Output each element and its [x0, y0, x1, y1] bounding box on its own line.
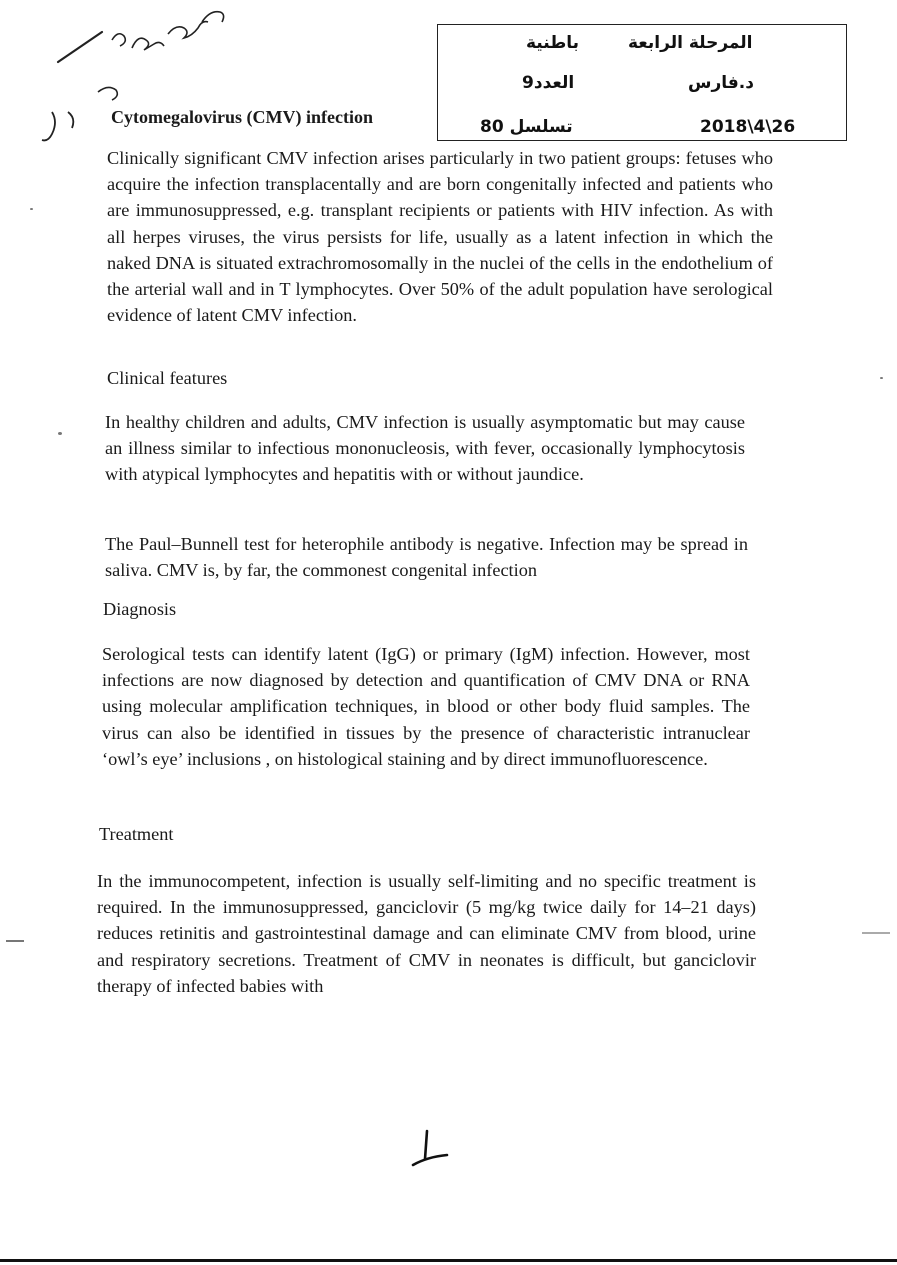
diagnosis-paragraph: Serological tests can identify latent (IgG) or primary (IgM) infection. However, most infections are now diagnosed by detection and quantification of CMV DNA or RNA using molecular amplification techniques, in blood or other body fluid samples. The virus can also be identified in tissues by the presence of characteristic intranuclear ‘owl’s eye’ inclusions , on histological staining and by direct immunofluorescence. — [102, 644, 750, 769]
treatment-paragraph: In the immunocompetent, infection is usually self-limiting and no specific treatment is required. In the immunosuppressed, ganciclovir (5 mg/kg twice daily for 14–21 days) reduces retinitis and gastrointestinal damage and can eliminate CMV from blood, urine and respiratory secretions. Treatment of CMV in neonates is difficult, but ganciclovir therapy of infected babies with — [97, 871, 756, 996]
clinical-paragraph-2: The Paul–Bunnell test for heterophile antibody is negative. Infection may be spread in saliva. CMV is, by far, the commonest congenital infection — [105, 534, 748, 581]
date-label: 2018\4\26 — [700, 117, 796, 137]
doctor-label: د.فارس — [688, 73, 754, 93]
stage-label: المرحلة الرابعة — [628, 33, 753, 53]
clinical-features-heading: Clinical features — [107, 368, 228, 388]
serial-label: تسلسل 80 — [480, 117, 573, 137]
scan-speck — [30, 208, 33, 210]
scan-speck — [862, 932, 890, 934]
clinical-paragraph-1: In healthy children and adults, CMV infection is usually asymptomatic but may cause an illness similar to infectious mononucleosis, with fever, occasionally lymphocytosis with atypical lymphocytes and hepatitis with or without jaundice. — [105, 412, 745, 485]
scan-speck — [880, 377, 883, 379]
scan-speck — [58, 432, 62, 435]
treatment-heading: Treatment — [99, 824, 174, 844]
lecture-number-label: العدد9 — [522, 73, 575, 93]
bottom-edge-rule — [0, 1259, 897, 1262]
diagnosis-heading: Diagnosis — [103, 599, 177, 619]
handwritten-page-number — [405, 1125, 455, 1175]
scan-speck — [6, 940, 24, 942]
subject-label: باطنية — [526, 33, 579, 53]
lecture-info-box — [437, 24, 847, 141]
document-title: Cytomegalovirus (CMV) infection — [111, 107, 373, 127]
intro-paragraph: Clinically significant CMV infection arises particularly in two patient groups: fetuses who acquire the infection transplacentally and are born congenitally infected and patients who are immunosuppressed, e.g. transplant recipients or patients with HIV infection. As with all herpes viruses, the virus persists for life, usually as a latent infection in which the naked DNA is situated extrachromosomally in the nuclei of the cells in the endothelium of the arterial wall and in T lymphocytes. Over 50% of the adult population have serological evidence of latent CMV infection. — [107, 148, 773, 326]
